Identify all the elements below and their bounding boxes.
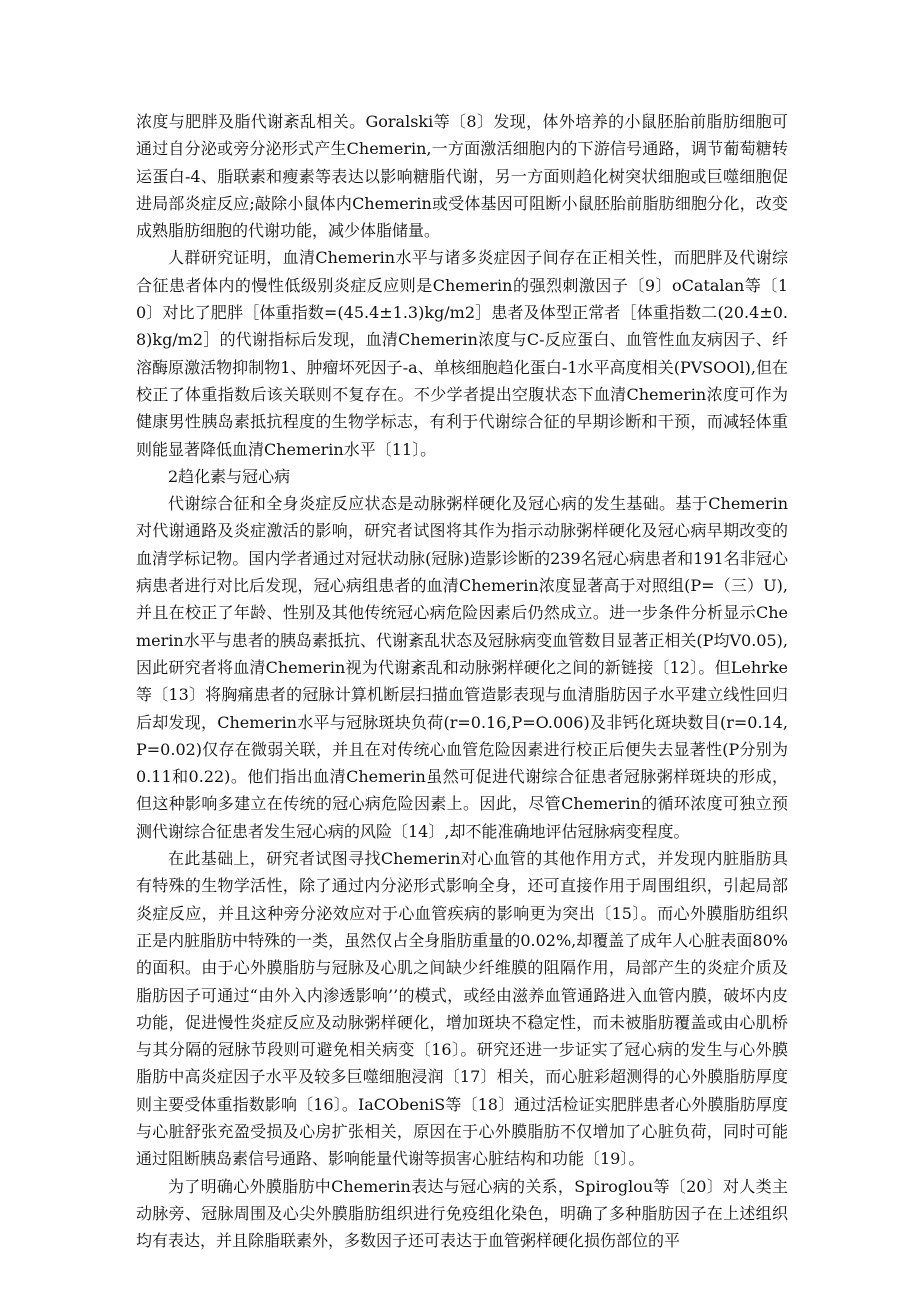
paragraph-2: 人群研究证明，血清Chemerin水平与诸多炎症因子间存在正相关性，而肥胖及代谢综合征患者体内的慢性低级别炎症反应则是Chemerin的强烈刺激因子〔9〕oCatalan等〔10〕对比了肥胖［体重指数=(45.4±1.3)kg∕m2］患者及体型正常者［体重指数二(20.4±0.8)kg∕m2］的代谢指标后发现，血清Chemerin浓度与C-反应蛋白、血管性血友病因子、纤溶酶原激活物抑制物1、肿瘤坏死因子-a、单核细胞趋化蛋白-1水平高度相关(PVSOOl),但在校正了体重指数后该关联则不复存在。不少学者提出空腹状态下血清Chemerin浓度可作为健康男性胰岛素抵抗程度的生物学标志，有利于代谢综合征的早期诊断和干预，而减轻体重则能显著降低血清Chemerin水平〔11〕。 — [136, 248, 788, 459]
document-body — [136, 108, 788, 1254]
paragraph-5: 为了明确心外膜脂肪中Chemerin表达与冠心病的关系，Spiroglou等〔20〕对人类主动脉旁、冠脉周围及心尖外膜脂肪组织进行免疫组化染色，明确了多种脂肪因子在上述组织均有表达，并且除脂联素外，多数因子还可表达于血管粥样硬化损伤部位的平 — [136, 1176, 788, 1251]
paragraph-4: 在此基础上，研究者试图寻找Chemerin对心血管的其他作用方式，并发现内脏脂肪具有特殊的生物学活性，除了通过内分泌形式影响全身，还可直接作用于周围组织，引起局部炎症反应，并且这种旁分泌效应对于心血管疾病的影响更为突出〔15〕。而心外膜脂肪组织正是内脏脂肪中特殊的一类，虽然仅占全身脂肪重量的0.02%,却覆盖了成年人心脏表面80%的面积。由于心外膜脂肪与冠脉及心肌之间缺少纤维膜的阻隔作用，局部产生的炎症介质及脂肪因子可通过“由外入内渗透影响’’的模式，或经由滋养血管通路进入血管内膜，破坏内皮功能，促进慢性炎症反应及动脉粥样硬化，增加斑块不稳定性，而未被脂肪覆盖或由心肌桥与其分隔的冠脉节段则可避免相关病变〔16〕。研究还进一步证实了冠心病的发生与心外膜脂肪中高炎症因子水平及较多巨噬细胞浸润〔17〕相关，而心脏彩超测得的心外膜脂肪厚度则主要受体重指数影响〔16〕。IaCObeniS等〔18〕通过活检证实肥胖患者心外膜脂肪厚度与心脏舒张充盈受损及心房扩张相关，原因在于心外膜脂肪不仅增加了心脏负荷，同时可能通过阻断胰岛素信号通路、影响能量代谢等损害心脏结构和功能〔19〕。 — [136, 849, 788, 1169]
paragraph-3: 代谢综合征和全身炎症反应状态是动脉粥样硬化及冠心病的发生基础。基于Chemerin对代谢通路及炎症激活的影响，研究者试图将其作为指示动脉粥样硬化及冠心病早期改变的血清学标记物。国内学者通过对冠状动脉(冠脉)造影诊断的239名冠心病患者和191名非冠心病患者进行对比后发现，冠心病组患者的血清Chemerin浓度显著高于对照组(P=（三）U),并且在校正了年龄、性别及其他传统冠心病危险因素后仍然成立。进一步条件分析显示Chemerin水平与患者的胰岛素抵抗、代谢紊乱状态及冠脉病变血管数目显著正相关(P均V0.05),因此研究者将血清Chemerin视为代谢紊乱和动脉粥样硬化之间的新链接〔12〕。但Lehrke等〔13〕将胸痛患者的冠脉计算机断层扫描血管造影表现与血清脂肪因子水平建立线性回归后却发现，Chemerin水平与冠脉斑块负荷(r=0.16,P=O.006)及非钙化斑块数目(r=0.14,P=0.02)仅存在微弱关联，并且在对传统心血管危险因素进行校正后便失去显著性(P分别为0.11和0.22)。他们指出血清Chemerin虽然可促进代谢综合征患者冠脉粥样斑块的形成，但这种影响多建立在传统的冠心病危险因素上。因此，尽管Chemerin的循环浓度可独立预测代谢综合征患者发生冠心病的风险〔14〕,却不能准确地评估冠脉病变程度。 — [136, 494, 788, 841]
section-heading: 2趋化素与冠心病 — [168, 466, 291, 486]
paragraph-1: 浓度与肥胖及脂代谢紊乱相关。Goralski等〔8〕发现，体外培养的小鼠胚胎前脂肪细胞可通过自分泌或旁分泌形式产生Chemerin,一方面激活细胞内的下游信号通路，调节葡萄糖转运蛋白-4、脂联素和瘦素等表达以影响糖脂代谢，另一方面则趋化树突状细胞或巨噬细胞促进局部炎症反应;敲除小鼠体内Chemerin或受体基因可阻断小鼠胚胎前脂肪细胞分化，改变成熟脂肪细胞的代谢功能，减少体脂储量。 — [136, 112, 788, 241]
